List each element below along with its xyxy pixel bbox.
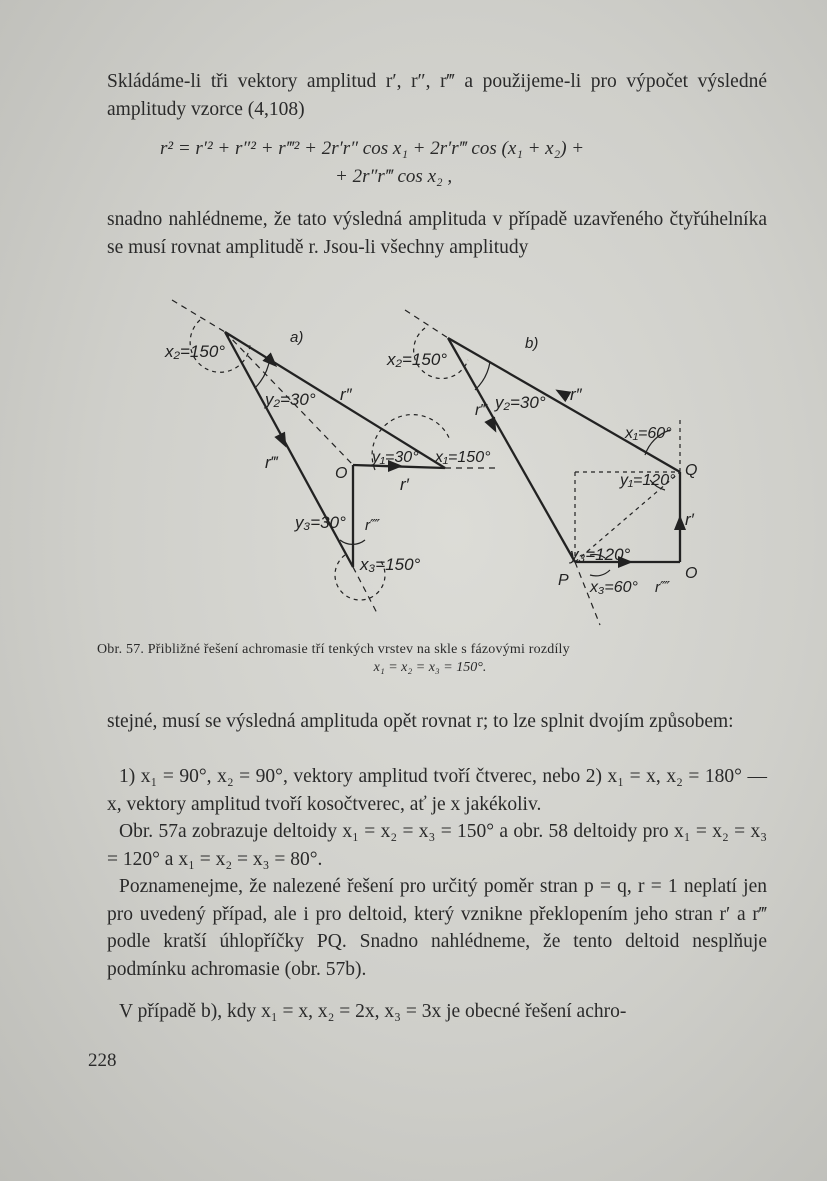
- figure-caption-equation: x₁ = x₂ = x₃ = 150°.: [373, 660, 487, 675]
- page-number: 228: [88, 1050, 117, 1071]
- paragraph-equal: stejné, musí se výsledná amplituda opět rovnat r; to lze splnit dvojím způsobem:: [107, 711, 734, 732]
- b-P-label: P: [558, 572, 569, 589]
- equation-line-2: + 2r″r‴ cos x₂ ,: [335, 166, 453, 187]
- equation-line-1: r² = r′² + r″² + r‴² + 2r′r″ cos x₁ + 2r′r‴ cos (x₁ + x₂) +: [160, 138, 585, 159]
- a-y2-label: y₂=30°: [265, 390, 316, 409]
- a-O-label: O: [335, 465, 348, 482]
- b-Q-label: Q: [685, 462, 698, 479]
- paragraph-note: Poznamenejme, že nalezené řešení pro určitý poměr stran p = q, r = 1 neplatí jen pro uvedený případ, ale i pro deltoid, který vznikne překlopením jeho stran r′ a r‴ podle kratší úhlopříčky PQ. Snadno nahlédneme, že tento deltoid nesplňuje podmínku achromasie (obr. 57b).: [107, 876, 767, 980]
- paragraph-intro: Skládáme-li tři vektory amplitud r′, r″, r‴ a použijeme-li pro výpočet výsledné amplitudy vzorce (4,108): [107, 71, 767, 120]
- b-r2-label: r″: [570, 385, 582, 404]
- a-x2-label: x₂=150°: [165, 342, 226, 361]
- paragraph-quadrilateral: snadno nahlédneme, že tato výsledná amplituda v případě uzavřeného čtyřúhelníka se musí rovnat amplitudě r. Jsou-li všechny amplitudy: [107, 209, 767, 258]
- figure-caption: Obr. 57. Přibližné řešení achromasie tří tenkých vrstev na skle s fázovými rozdíly: [97, 642, 570, 657]
- figure-57: [150, 290, 750, 640]
- b-O-label: O: [685, 565, 698, 582]
- b-r3-label: r‴: [475, 402, 486, 419]
- a-r2-label: r″: [340, 385, 352, 404]
- paragraph-case-b: V případě b), kdy x₁ = x, x₂ = 2x, x₃ = 3x je obecné řešení achro-: [119, 1001, 627, 1022]
- a-r3-label: r‴: [265, 453, 277, 472]
- a-y1-label: y₁=30°: [372, 449, 419, 466]
- a-x3-label: x₃=150°: [360, 555, 421, 574]
- paragraph-deltoids: Obr. 57a zobrazuje deltoidy x₁ = x₂ = x₃ = 150° a obr. 58 deltoidy pro x₁ = x₂ = x₃ = 120° a x₁ = x₂ = x₃ = 80°.: [107, 821, 767, 870]
- a-x1-label: x₁=150°: [435, 449, 491, 466]
- b-r1-label: r′: [685, 510, 694, 529]
- b-r4-label: r⁗: [655, 579, 670, 596]
- a-r4-label: r⁗: [365, 517, 380, 534]
- b-y1-label: y₁=120°: [620, 472, 676, 489]
- paragraph-cases: 1) x₁ = 90°, x₂ = 90°, vektory amplitud tvoří čtverec, nebo 2) x₁ = x, x₂ = 180° — x, vektory amplitud tvoří kosočtverec, ať je x jakékoliv.: [107, 766, 767, 815]
- b-x3-label: x₃=60°: [590, 579, 638, 596]
- a-y3-label: y₃=30°: [295, 513, 346, 532]
- b-x1-label: x₁=60°: [625, 425, 672, 442]
- b-y3-label: y₃=120°: [570, 545, 631, 564]
- b-x2-label: x₂=150°: [387, 350, 448, 369]
- b-label: b): [525, 335, 539, 352]
- a-label: a): [290, 329, 304, 346]
- a-r1-label: r′: [400, 475, 409, 494]
- b-y2-label: y₂=30°: [495, 393, 546, 412]
